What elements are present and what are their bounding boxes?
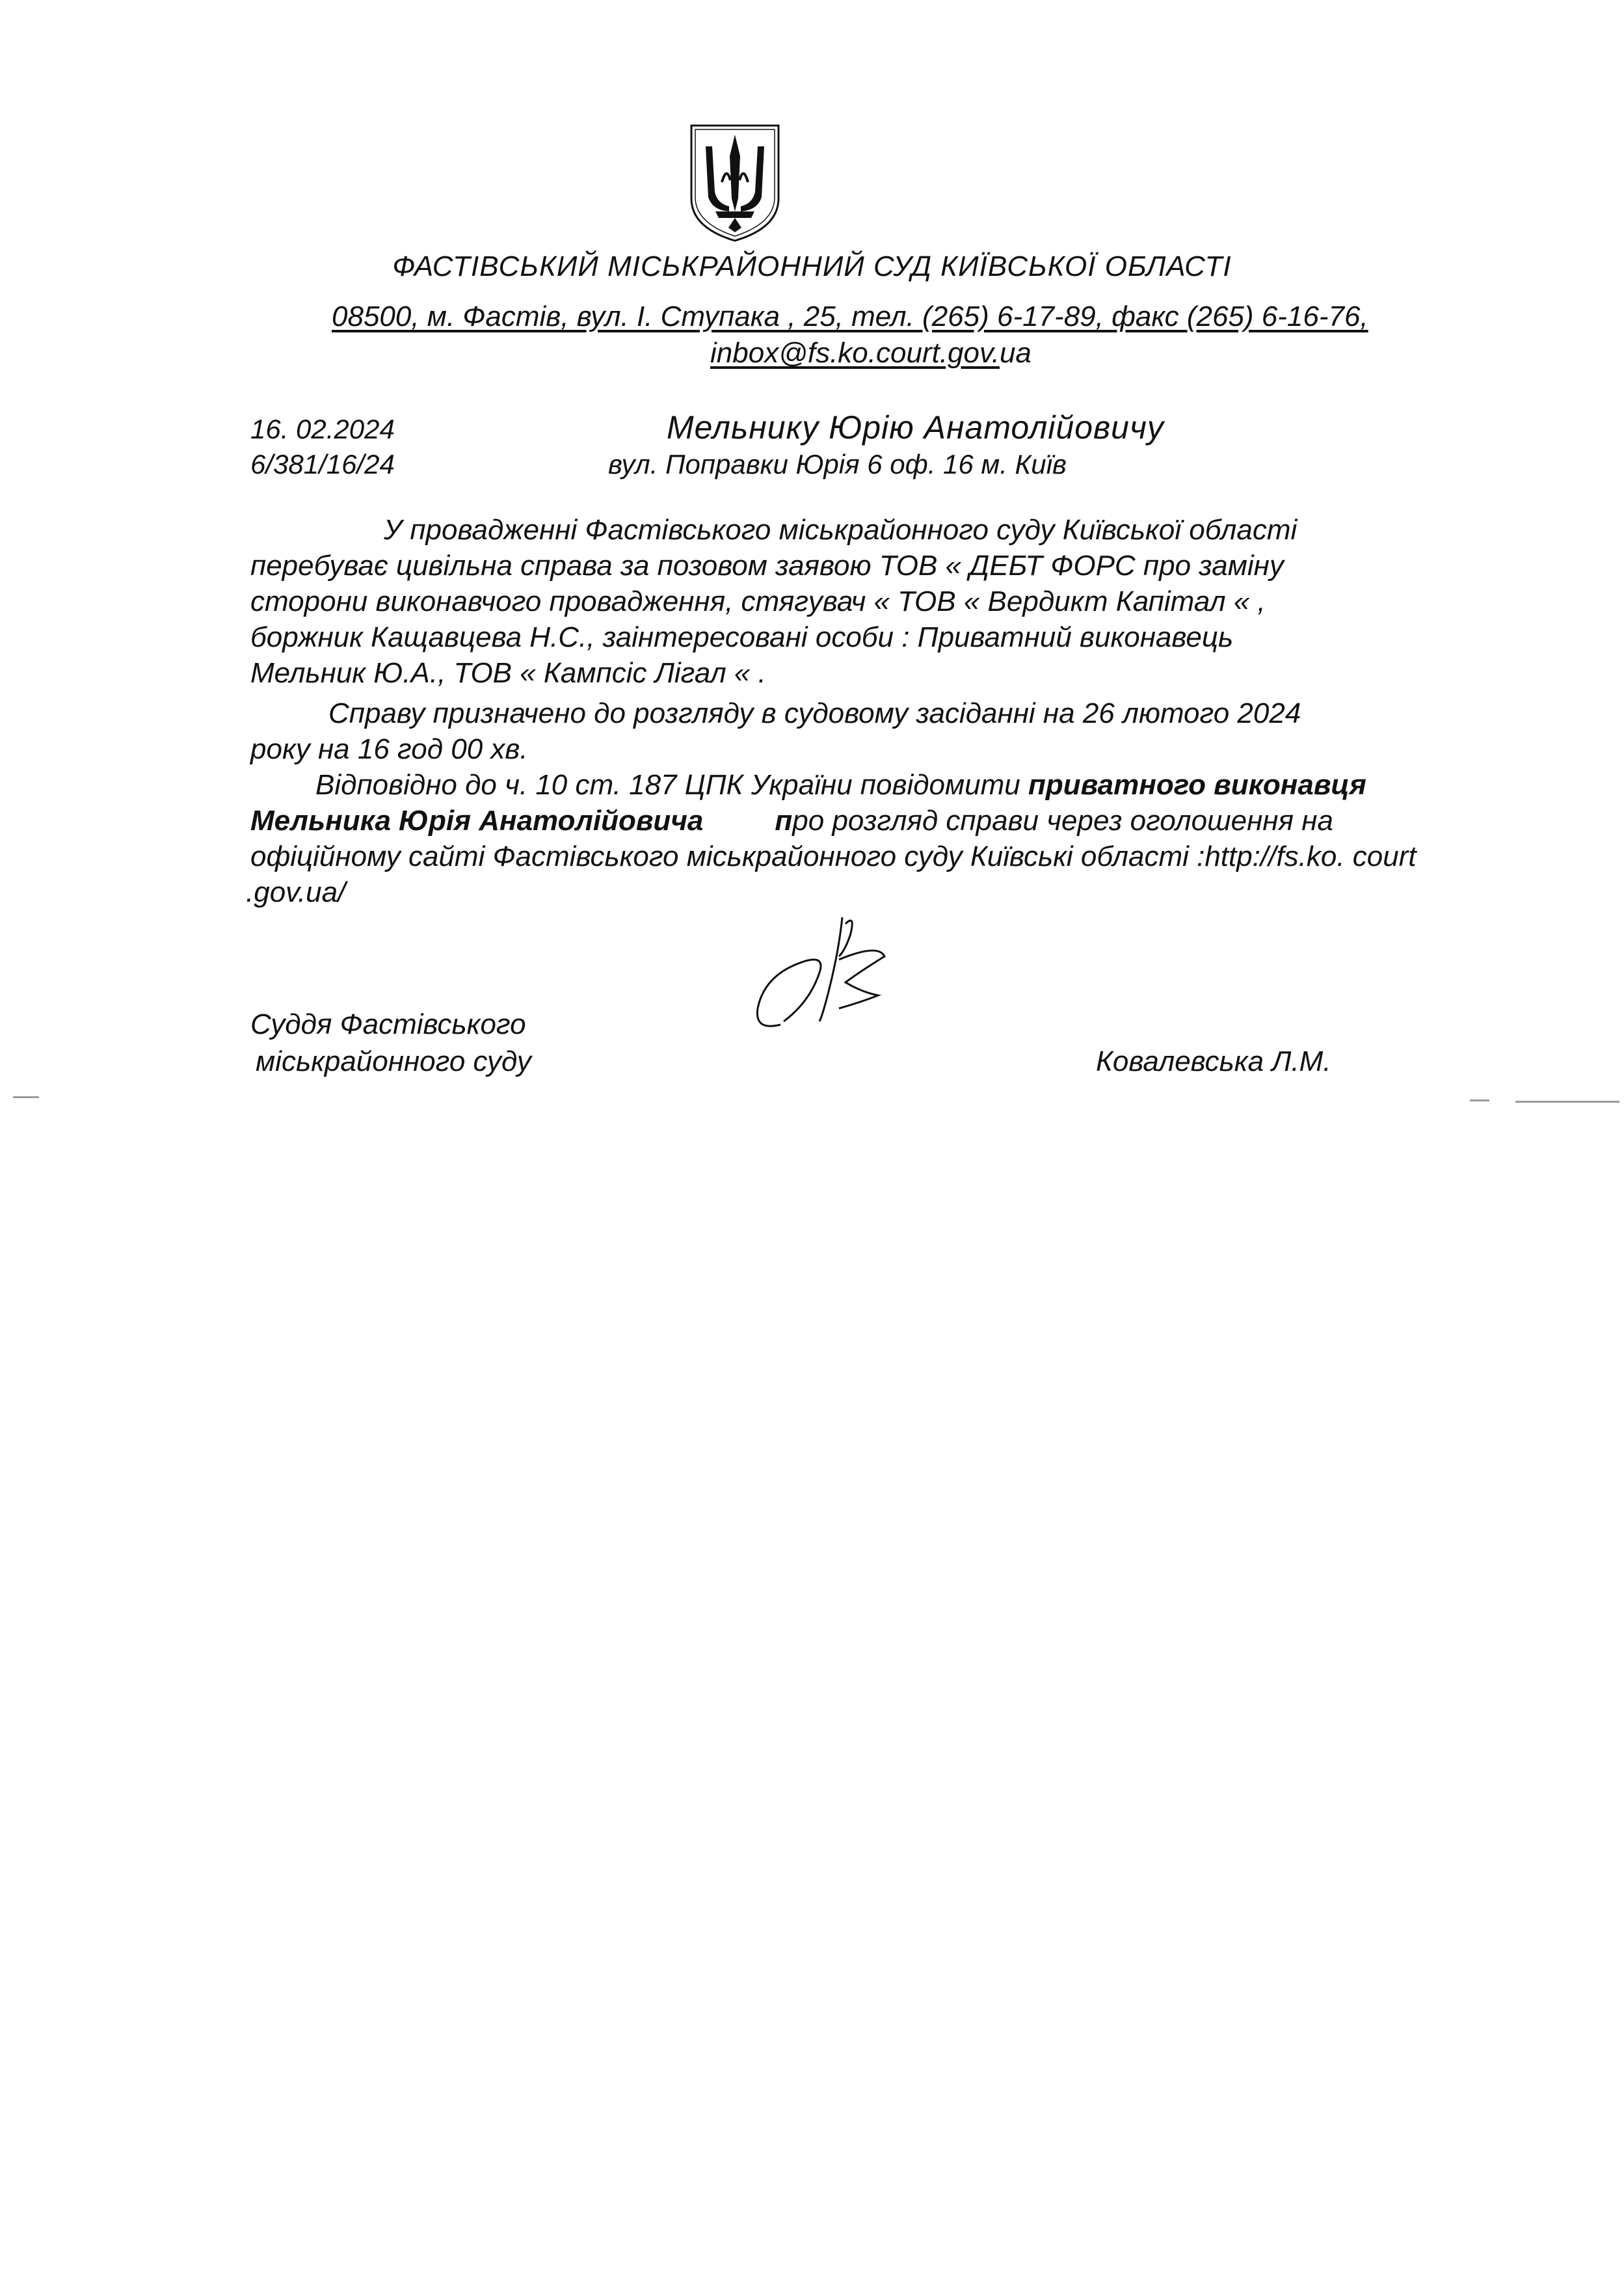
notice-bold-text: приватного виконавця	[1028, 769, 1366, 801]
case-reference: 6/381/16/24	[250, 449, 395, 479]
scan-mark	[13, 1096, 39, 1098]
signature-title: Суддя Фастівського	[250, 1008, 526, 1040]
document-date: 16. 02.2024	[250, 414, 395, 444]
body-paragraph-2-line: року на 16 год 00 хв.	[250, 733, 528, 765]
body-paragraph-1-line: Мельник Ю.А., ТОВ « Кампсіс Лігал « .	[250, 657, 766, 689]
scan-mark	[1515, 1101, 1619, 1103]
body-paragraph-3-line	[250, 805, 1333, 837]
signature-title: міськрайонного суду	[256, 1045, 531, 1077]
recipient-name: Мельнику Юрію Анатолійовичу	[667, 409, 1164, 446]
body-paragraph-1-line: перебуває цивільна справа за позовом заявою ТОВ « ДЕБТ ФОРС про заміну	[250, 550, 1284, 582]
body-paragraph-1-line: сторони виконавчого провадження, стягувач « ТОВ « Вердикт Капітал « ,	[250, 586, 1266, 617]
court-email-link[interactable]: inbox@fs.ko.court.gov.	[710, 337, 1000, 369]
notice-bold-letter: п	[775, 805, 793, 837]
notice-text: Відповідно до ч. 10 ст. 187 ЦПК України повідомити	[315, 769, 1029, 801]
court-email	[710, 337, 1032, 370]
judge-name: Ковалевська Л.М.	[1096, 1045, 1331, 1077]
body-paragraph-3-line: офіційному сайті Фастівського міськрайонного суду Київські області :http://fs.ko. court	[250, 841, 1417, 872]
court-name: ФАСТІВСЬКИЙ МІСЬКРАЙОННИЙ СУД КИЇВСЬКОЇ ОБЛАСТІ	[392, 250, 1232, 282]
coat-of-arms-icon	[686, 120, 784, 244]
notice-text: ро розгляд справи через оголошення на	[792, 805, 1333, 837]
court-address: 08500, м. Фастів, вул. І. Ступака , 25, тел. (265) 6-17-89, факс (265) 6-16-76,	[332, 301, 1368, 332]
notice-bold-name: Мельника Юрія Анатолійовича	[250, 805, 704, 837]
recipient-address: вул. Поправки Юрія 6 оф. 16 м. Київ	[608, 449, 1067, 479]
body-paragraph-1-line: У провадженні Фастівського міськрайонного суду Київської області	[384, 514, 1298, 546]
handwritten-signature	[748, 911, 904, 1041]
body-paragraph-1-line: боржник Кащавцева Н.С., заінтересовані особи : Приватний виконавець	[250, 621, 1234, 653]
body-paragraph-3-line: .gov.ua/	[246, 876, 346, 908]
body-paragraph-3-line	[315, 769, 1366, 801]
court-email-suffix: ua	[999, 337, 1032, 369]
scan-mark	[1470, 1099, 1489, 1101]
body-paragraph-2-line: Справу призначено до розгляду в судовому засіданні на 26 лютого 2024	[328, 697, 1301, 729]
